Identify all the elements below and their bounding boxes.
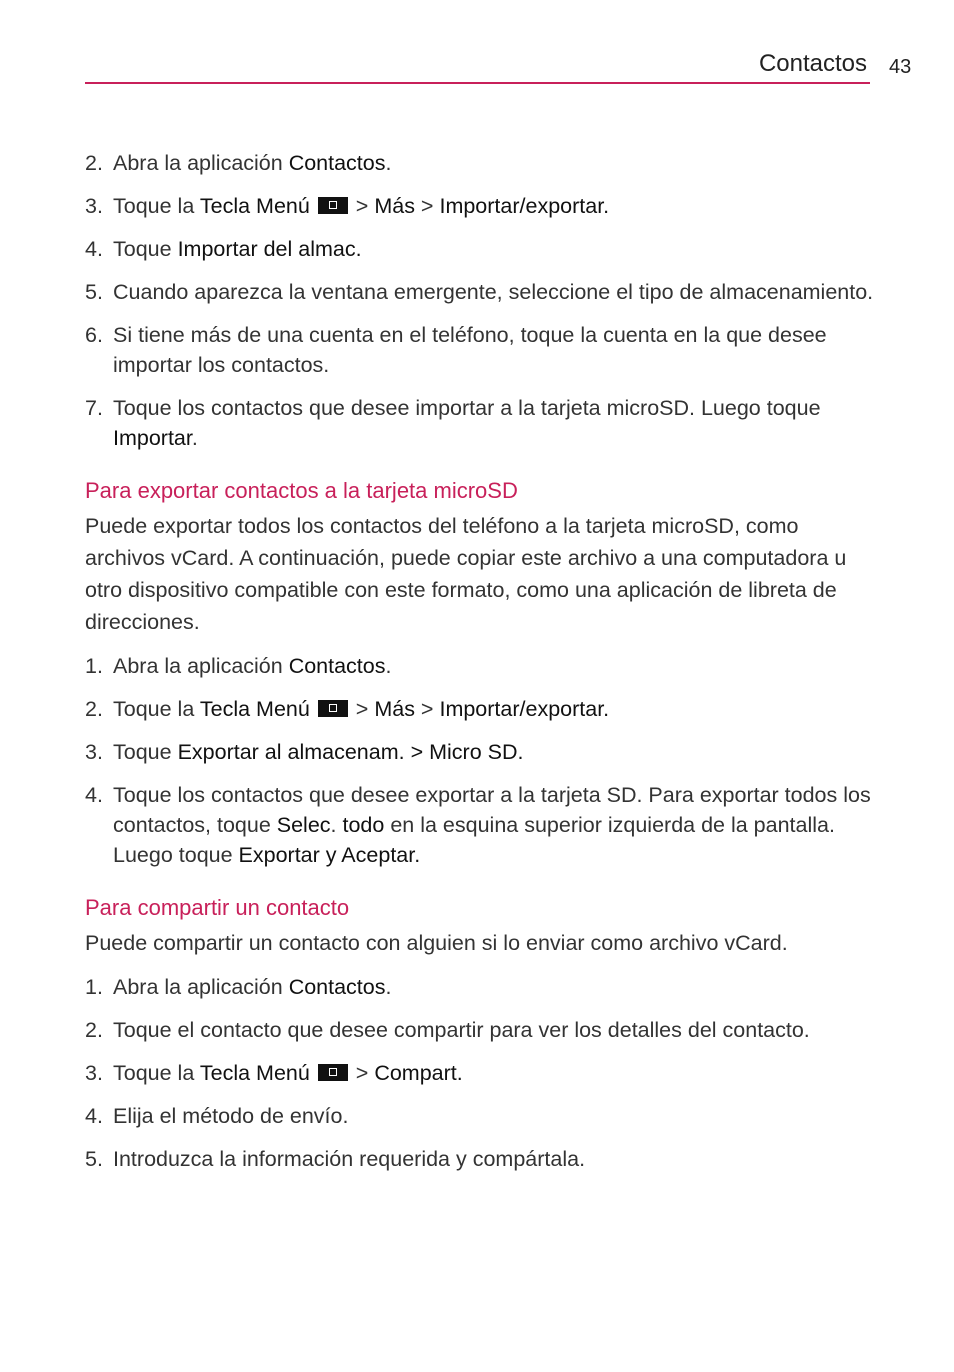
step-text: Abra la aplicación [113,654,289,678]
step-text: Abra la aplicación [113,975,289,999]
list-item [85,234,875,264]
page-header [85,48,870,84]
ui-term: Importar/exportar. [439,194,610,218]
list-item-number: 6. [85,323,103,347]
step-text: > [349,1061,375,1085]
menu-key-icon [318,700,348,717]
ui-term: Tecla Menú [199,697,310,721]
list-item-number: 5. [85,1147,103,1171]
list-item-number: 1. [85,654,103,678]
ui-term: Importar del almac. [177,237,362,261]
ui-term: Importar/exportar. [439,697,610,721]
step-text: Elija el método de envío. [113,1104,349,1128]
step-text: . [385,975,392,999]
export-steps-list [85,651,875,870]
step-text: Toque los contactos que desee importar a la tarjeta microSD. Luego toque [113,396,821,420]
list-item-number: 3. [85,740,103,764]
ui-term: Importar [113,426,192,450]
list-item [85,1144,875,1174]
list-item [85,148,875,178]
ui-term: Contactos [288,151,386,175]
step-text [310,697,316,721]
menu-key-icon [318,197,348,214]
step-text: . [385,654,392,678]
list-item-number: 5. [85,280,103,304]
list-item-number: 1. [85,975,103,999]
list-item-number: 4. [85,1104,103,1128]
page-content [85,148,875,1187]
ui-term: Tecla Menú [199,1061,310,1085]
list-item [85,191,875,221]
step-text: Toque el contacto que desee compartir para ver los detalles del contacto. [113,1018,810,1042]
list-item [85,694,875,724]
ui-term: Exportar y Aceptar. [238,843,421,867]
list-item [85,780,875,870]
list-item [85,651,875,681]
list-item-number: 2. [85,151,103,175]
share-section-heading: Para compartir un contacto [85,895,350,920]
step-text: Introduzca la información requerida y compártala. [113,1147,586,1171]
export-section-heading: Para exportar contactos a la tarjeta microSD [85,478,518,503]
list-item [85,320,875,380]
list-item [85,1058,875,1088]
step-text [310,1061,316,1085]
step-text: Toque la [113,697,200,721]
ui-term: Exportar al almacenam. > Micro SD. [177,740,524,764]
step-text: Toque la [113,1061,200,1085]
list-item-number: 3. [85,1061,103,1085]
step-text: . [191,426,198,450]
ui-term: Contactos [288,654,386,678]
list-item-number: 3. [85,194,103,218]
header-title: Contactos [758,50,867,77]
share-section-intro: Puede compartir un contacto con alguien si lo enviar como archivo vCard. [85,931,788,955]
export-section-intro: Puede exportar todos los contactos del teléfono a la tarjeta microSD, como archivos vCard. A continuación, puede copiar este archivo a una computadora u otro dispositivo compatible con este formato, como una aplicación de libreta de direcciones. [85,514,847,634]
step-text: Si tiene más de una cuenta en el teléfono, toque la cuenta en la que desee importar los contactos. [113,323,827,377]
list-item [85,393,875,453]
list-item [85,737,875,767]
step-text: Toque la [113,194,200,218]
step-text: Toque [113,740,178,764]
step-text: en la esquina superior izquierda de la pantalla. Luego toque [113,813,835,867]
step-text: . [330,813,343,837]
list-item [85,972,875,1002]
ui-term: todo [342,813,385,837]
list-item [85,277,875,307]
step-text: Toque [113,237,178,261]
page-number: 43 [889,56,912,78]
step-text: Abra la aplicación [113,151,289,175]
list-item [85,1101,875,1131]
list-item [85,1015,875,1045]
menu-key-icon [318,1064,348,1081]
ui-term: Más [374,697,415,721]
step-text: > [414,697,440,721]
step-text: . [385,151,392,175]
step-text: > [349,697,375,721]
ui-term: Más [374,194,415,218]
step-text: Toque los contactos que desee exportar a la tarjeta SD. Para exportar todos los contactos, toque [113,783,871,837]
step-text: > [349,194,375,218]
ui-term: Selec [276,813,331,837]
list-item-number: 4. [85,783,103,807]
list-item-number: 4. [85,237,103,261]
list-item-number: 2. [85,697,103,721]
import-steps-list [85,148,875,453]
step-text: > [414,194,440,218]
list-item-number: 7. [85,396,103,420]
list-item-number: 2. [85,1018,103,1042]
step-text [310,194,316,218]
ui-term: Compart. [374,1061,463,1085]
ui-term: Contactos [288,975,386,999]
step-text: Cuando aparezca la ventana emergente, seleccione el tipo de almacenamiento. [113,280,874,304]
share-steps-list [85,972,875,1174]
ui-term: Tecla Menú [199,194,310,218]
